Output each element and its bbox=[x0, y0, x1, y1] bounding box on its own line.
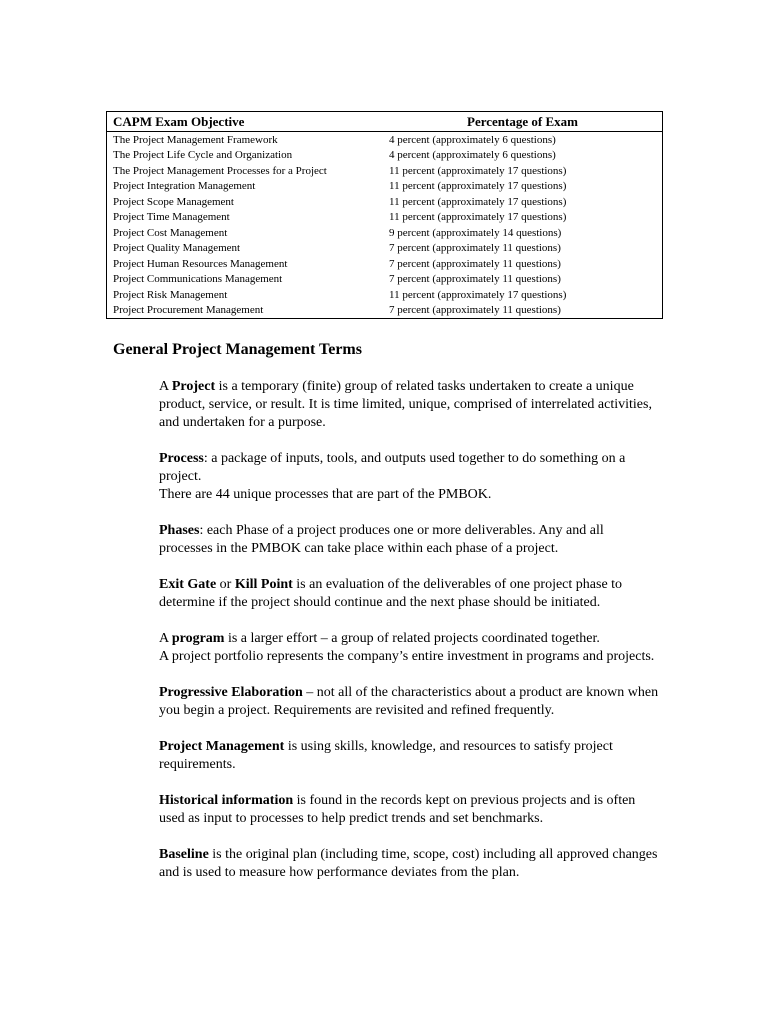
terms-list bbox=[159, 378, 659, 900]
percentage-cell: 4 percent (approximately 6 questions) bbox=[389, 133, 556, 146]
section-title: General Project Management Terms bbox=[113, 341, 362, 358]
term-name: Phases bbox=[159, 523, 200, 538]
objective-cell: The Project Management Framework bbox=[113, 133, 278, 146]
term-name: program bbox=[171, 631, 225, 646]
term-historical-information bbox=[159, 792, 659, 828]
column-header-objective: CAPM Exam Objective bbox=[107, 112, 384, 132]
term-project bbox=[159, 378, 659, 432]
objective-cell: Project Integration Management bbox=[113, 180, 256, 193]
table-header-row bbox=[107, 112, 663, 132]
capm-objectives-table bbox=[106, 111, 663, 319]
column-header-percentage: Percentage of Exam bbox=[383, 112, 663, 132]
percentage-cell: 11 percent (approximately 17 questions) bbox=[389, 211, 567, 224]
term-definition: : a package of inputs, tools, and outputs used together to do something on a project. bbox=[159, 451, 626, 484]
term-name: Project bbox=[171, 379, 216, 394]
term-exit-gate bbox=[159, 576, 659, 612]
objective-cell: The Project Life Cycle and Organization bbox=[113, 149, 293, 162]
objective-cell: Project Quality Management bbox=[113, 242, 241, 255]
objective-cell: Project Human Resources Management bbox=[113, 257, 288, 270]
percentage-cell: 4 percent (approximately 6 questions) bbox=[389, 149, 556, 162]
term-project-management bbox=[159, 738, 659, 774]
percentage-cell: 7 percent (approximately 11 questions) bbox=[389, 304, 561, 317]
objective-cell: Project Communications Management bbox=[113, 273, 283, 286]
objective-cell: The Project Management Processes for a Project bbox=[113, 164, 327, 177]
term-name: Exit Gate bbox=[159, 577, 217, 592]
term-definition: is an evaluation of the deliverables of one project phase to determine if the project should continue and the next phase should be initiated. bbox=[159, 577, 623, 610]
table-row bbox=[107, 272, 663, 288]
term-note: There are 44 unique processes that are part of the PMBOK. bbox=[159, 487, 492, 502]
term-name: Baseline bbox=[159, 847, 209, 862]
term-definition: is using skills, knowledge, and resources to satisfy project requirements. bbox=[159, 739, 613, 772]
percentage-cell: 11 percent (approximately 17 questions) bbox=[389, 180, 567, 193]
term-definition: is the original plan (including time, scope, cost) including all approved changes and is used to measure how performance deviates from the plan. bbox=[159, 847, 658, 880]
percentage-cell: 7 percent (approximately 11 questions) bbox=[389, 242, 561, 255]
table-row bbox=[107, 194, 663, 210]
term-prefix: A bbox=[159, 631, 172, 646]
term-definition: – not all of the characteristics about a product are known when you begin a project. Requirements are revisited and refined frequently. bbox=[159, 685, 659, 718]
term-name: Process bbox=[159, 451, 204, 466]
term-definition: is a larger effort – a group of related projects coordinated together. bbox=[224, 631, 600, 646]
table-row bbox=[107, 163, 663, 179]
percentage-cell: 11 percent (approximately 17 questions) bbox=[389, 164, 567, 177]
term-progressive-elaboration bbox=[159, 684, 659, 720]
table-row bbox=[107, 132, 663, 148]
table-row bbox=[107, 179, 663, 195]
objective-cell: Project Procurement Management bbox=[113, 304, 264, 317]
percentage-cell: 7 percent (approximately 11 questions) bbox=[389, 257, 561, 270]
term-process bbox=[159, 450, 659, 504]
table-row bbox=[107, 256, 663, 272]
objective-cell: Project Cost Management bbox=[113, 226, 228, 239]
term-connector: or bbox=[216, 577, 235, 592]
percentage-cell: 9 percent (approximately 14 questions) bbox=[389, 226, 562, 239]
objective-cell: Project Time Management bbox=[113, 211, 230, 224]
table-row bbox=[107, 241, 663, 257]
term-definition: is a temporary (finite) group of related tasks undertaken to create a unique product, service, or result. It is time limited, unique, comprised of interrelated activities, and undertaken for a purpose. bbox=[159, 379, 652, 430]
term-program bbox=[159, 630, 659, 666]
term-name-alt: Kill Point bbox=[234, 577, 293, 592]
table-row bbox=[107, 287, 663, 303]
term-prefix: A bbox=[159, 379, 172, 394]
term-note: A project portfolio represents the company’s entire investment in programs and projects. bbox=[159, 649, 655, 664]
term-name: Project Management bbox=[159, 739, 285, 754]
term-baseline bbox=[159, 846, 659, 882]
table-row bbox=[107, 210, 663, 226]
table-row bbox=[107, 148, 663, 164]
term-name: Progressive Elaboration bbox=[159, 685, 303, 700]
percentage-cell: 11 percent (approximately 17 questions) bbox=[389, 288, 567, 301]
percentage-cell: 11 percent (approximately 17 questions) bbox=[389, 195, 567, 208]
term-definition: is found in the records kept on previous projects and is often used as input to processes to help predict trends and set benchmarks. bbox=[159, 793, 636, 826]
term-definition: : each Phase of a project produces one or more deliverables. Any and all processes in the PMBOK can take place within each phase of a project. bbox=[159, 523, 604, 556]
term-phases bbox=[159, 522, 659, 558]
term-name: Historical information bbox=[159, 793, 294, 808]
objective-cell: Project Risk Management bbox=[113, 288, 228, 301]
table-row bbox=[107, 225, 663, 241]
percentage-cell: 7 percent (approximately 11 questions) bbox=[389, 273, 561, 286]
objective-cell: Project Scope Management bbox=[113, 195, 234, 208]
table-row bbox=[107, 303, 663, 319]
